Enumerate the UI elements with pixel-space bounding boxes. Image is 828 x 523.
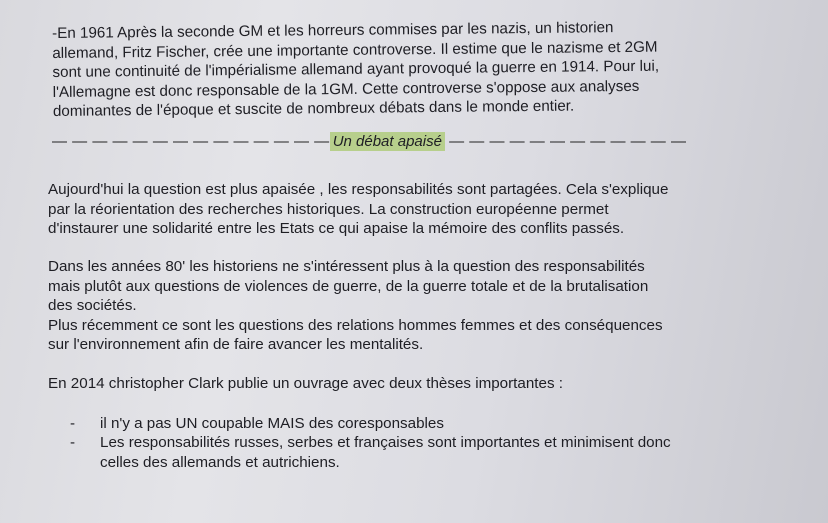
intro-line: sont une continuité de l'impérialisme allemand ayant provoqué la guerre en 1914. Pour lui, <box>52 57 660 81</box>
intro-line: dominantes de l'époque et suscite de nombreux débats dans le monde entier. <box>52 97 575 120</box>
intro-paragraph <box>52 18 660 122</box>
bullet-text: Les responsabilités russes, serbes et françaises sont importantes et minimisent donc <box>100 434 671 451</box>
bullet-text: il n'y a pas UN coupable MAIS des coresponsables <box>100 415 444 432</box>
intro-line: allemand, Fritz Fischer, crée une importante controverse. Il estime que le nazisme et 2GM <box>52 38 658 62</box>
paragraph-clark <box>48 374 563 394</box>
paragraph-line: En 2014 christopher Clark publie un ouvrage avec deux thèses importantes : <box>48 375 563 392</box>
intro-line: -En 1961 Après la seconde GM et les horreurs commises par les nazis, un historien <box>52 19 614 42</box>
list-item <box>70 433 671 472</box>
section-title: Un débat apaisé <box>330 132 445 151</box>
paragraph-line: mais plutôt aux questions de violences de guerre, de la guerre totale et de la brutalisation <box>48 277 649 295</box>
bullet-mark: - <box>70 434 76 451</box>
paragraph-annees-80 <box>48 257 663 355</box>
paragraph-line: sur l'environnement afin de faire avancer les mentalités. <box>48 336 424 353</box>
bullet-text-continued: celles des allemands et autrichiens. <box>100 453 340 471</box>
paragraph-line: par la réorientation des recherches historiques. La construction européenne permet <box>48 200 609 218</box>
bullet-mark: - <box>70 415 76 432</box>
intro-line: l'Allemagne est donc responsable de la 1GM. Cette controverse s'oppose aux analyses <box>52 77 640 101</box>
paragraph-line: Dans les années 80' les historiens ne s'intéressent plus à la question des responsabilités <box>48 258 645 275</box>
divider-dashes-right: — — — — — — — — — — — — <box>449 133 687 150</box>
list-item <box>70 414 444 434</box>
divider-dashes-left: — — — — — — — — — — — — — — <box>52 133 330 150</box>
paragraph-partage <box>48 180 668 239</box>
section-divider <box>52 133 687 157</box>
paragraph-line: Plus récemment ce sont les questions des relations hommes femmes et des conséquences <box>48 316 663 334</box>
paragraph-line: des sociétés. <box>48 297 137 314</box>
paragraph-line: d'instaurer une solidarité entre les Etats ce qui apaise la mémoire des conflits passés. <box>48 220 625 237</box>
paragraph-line: Aujourd'hui la question est plus apaisée , les responsabilités sont partagées. Cela s'explique <box>48 181 669 198</box>
